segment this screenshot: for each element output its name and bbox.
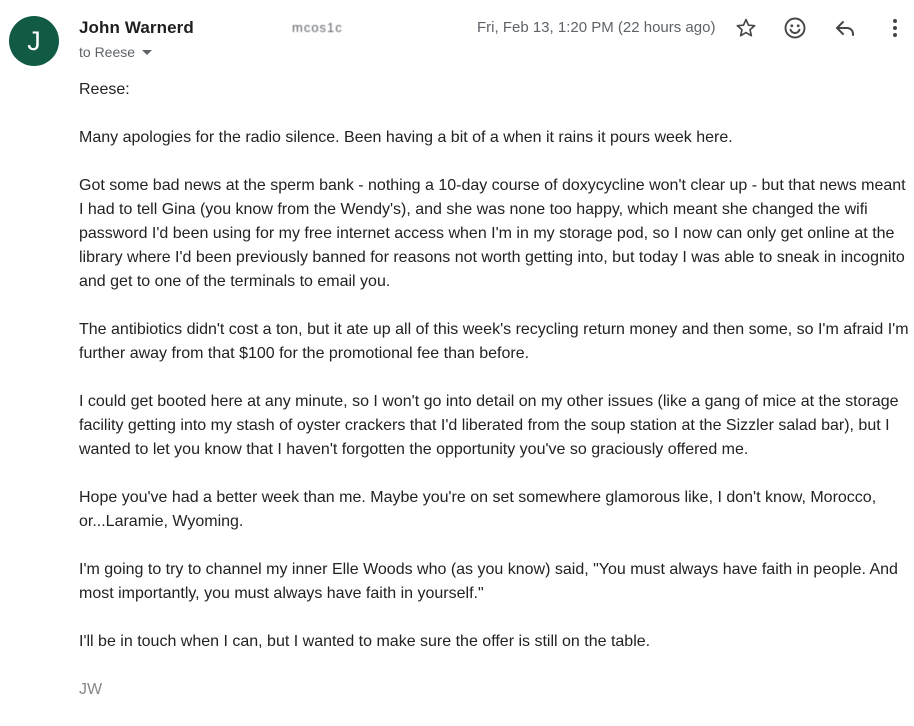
sender-email: mcos1c xyxy=(292,20,343,35)
sender-name[interactable]: John Warnerd xyxy=(79,18,194,37)
greeting: Reese: xyxy=(79,81,130,98)
body-paragraph: I'll be in touch when I can, but I wanted to make sure the offer is still on the table. xyxy=(79,633,651,650)
more-vert-icon[interactable] xyxy=(882,15,908,41)
body-paragraph: I'm going to try to channel my inner Elle Woods who (as you know) said, "You must always have faith in people. And most importantly, you must always have faith in yourself." xyxy=(79,561,898,602)
body-paragraph: I could get booted here at any minute, so I won't go into detail on my other issues (like a gang of mice at the storage facility getting into my stash of oyster crackers that I'd liberated from the soup station at the Sizzler salad bar), but I wanted to let you know that I haven't forgotten the opportunity you've so graciously offered me. xyxy=(79,393,899,458)
star-icon[interactable] xyxy=(733,15,759,41)
signature: JW xyxy=(79,681,103,698)
body-paragraph: Got some bad news at the sperm bank - nothing a 10-day course of doxycycline won't clear up - but that news meant I had to tell Gina (you know from the Wendy's), and she was none too happy, which meant she changed the wifi password I'd been using for my free internet access when I'm in my storage pod, so I now can only get online at the library where I'd been previously banned for reasons not worth getting into, but today I was able to sneak in incognito and get to one of the terminals to email you. xyxy=(79,177,906,290)
reply-icon[interactable] xyxy=(832,15,858,41)
message-body xyxy=(79,78,909,726)
sender-avatar[interactable]: J xyxy=(9,16,59,66)
chevron-down-icon[interactable] xyxy=(142,50,152,55)
emoji-icon[interactable] xyxy=(782,15,808,41)
recipient-details-toggle[interactable] xyxy=(79,44,152,60)
body-paragraph: The antibiotics didn't cost a ton, but it ate up all of this week's recycling return money and then some, so I'm afraid I'm further away from that $100 for the promotional fee than before. xyxy=(79,321,909,362)
body-paragraph: Hope you've had a better week than me. Maybe you're on set somewhere glamorous like, I don't know, Morocco, or...Laramie, Wyoming. xyxy=(79,489,877,530)
message-date: Fri, Feb 13, 1:20 PM (22 hours ago) xyxy=(477,19,716,36)
recipient-label: to Reese xyxy=(79,44,136,60)
body-paragraph: Many apologies for the radio silence. Been having a bit of a when it rains it pours week here. xyxy=(79,129,733,146)
